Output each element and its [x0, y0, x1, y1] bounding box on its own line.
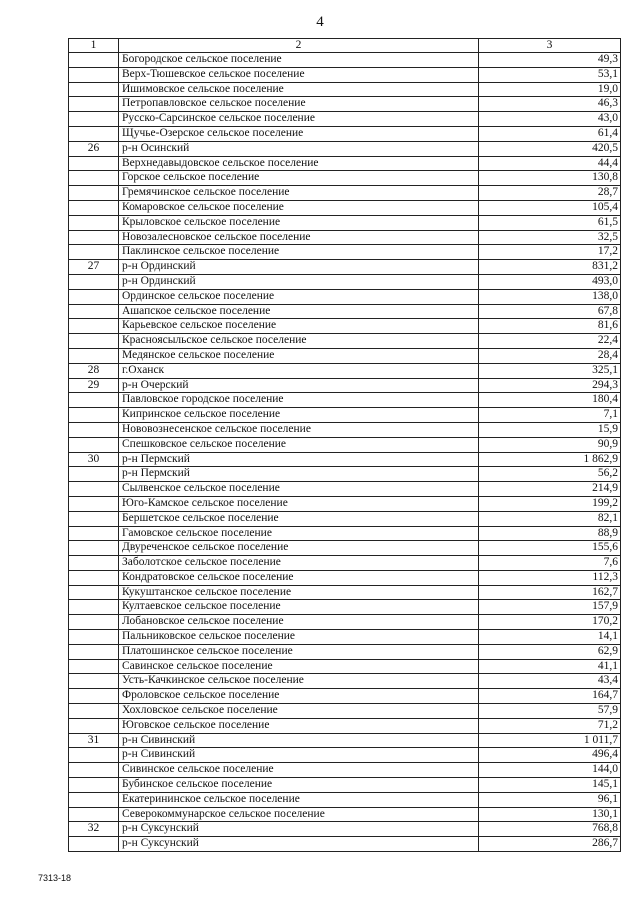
row-name: Паклинское сельское поселение — [119, 245, 479, 260]
row-name: р-н Суксунский — [119, 837, 479, 852]
row-number: 30 — [69, 452, 119, 467]
row-number — [69, 230, 119, 245]
row-value: 43,0 — [479, 112, 621, 127]
row-number — [69, 718, 119, 733]
row-name: Двуреченское сельское поселение — [119, 541, 479, 556]
row-number: 29 — [69, 378, 119, 393]
row-value: 164,7 — [479, 689, 621, 704]
table-row — [69, 230, 621, 245]
row-number: 28 — [69, 363, 119, 378]
row-value: 67,8 — [479, 304, 621, 319]
row-name: р-н Суксунский — [119, 822, 479, 837]
row-name: Хохловское сельское поселение — [119, 704, 479, 719]
table-row — [69, 82, 621, 97]
row-number — [69, 570, 119, 585]
table-row — [69, 511, 621, 526]
row-value: 28,4 — [479, 348, 621, 363]
row-value: 144,0 — [479, 763, 621, 778]
row-value: 71,2 — [479, 718, 621, 733]
row-number — [69, 511, 119, 526]
row-name: Фроловское сельское поселение — [119, 689, 479, 704]
row-number: 27 — [69, 260, 119, 275]
row-value: 325,1 — [479, 363, 621, 378]
row-value: 32,5 — [479, 230, 621, 245]
row-number — [69, 763, 119, 778]
row-value: 130,1 — [479, 807, 621, 822]
header-col-2: 2 — [119, 39, 479, 53]
row-value: 7,1 — [479, 408, 621, 423]
row-name: г.Оханск — [119, 363, 479, 378]
row-value: 214,9 — [479, 482, 621, 497]
row-number — [69, 556, 119, 571]
table-row — [69, 807, 621, 822]
table-row — [69, 556, 621, 571]
table-row — [69, 467, 621, 482]
row-number — [69, 215, 119, 230]
row-name: Медянское сельское поселение — [119, 348, 479, 363]
row-value: 199,2 — [479, 496, 621, 511]
row-name: Нововознесенское сельское поселение — [119, 422, 479, 437]
table-row — [69, 274, 621, 289]
row-name: Новозалесновское сельское поселение — [119, 230, 479, 245]
row-value: 43,4 — [479, 674, 621, 689]
table-row — [69, 689, 621, 704]
row-number — [69, 393, 119, 408]
table-row — [69, 334, 621, 349]
table-row — [69, 289, 621, 304]
row-number — [69, 600, 119, 615]
row-number — [69, 659, 119, 674]
row-value: 496,4 — [479, 748, 621, 763]
row-number — [69, 541, 119, 556]
row-number — [69, 304, 119, 319]
row-name: Русско-Сарсинское сельское поселение — [119, 112, 479, 127]
row-number — [69, 674, 119, 689]
row-value: 7,6 — [479, 556, 621, 571]
page-number: 4 — [316, 14, 324, 30]
row-value: 105,4 — [479, 200, 621, 215]
row-value: 162,7 — [479, 585, 621, 600]
row-number — [69, 186, 119, 201]
document-code: 7313-18 — [38, 873, 72, 883]
row-number — [69, 748, 119, 763]
row-number — [69, 689, 119, 704]
row-name: Красноясыльское сельское поселение — [119, 334, 479, 349]
row-name: Бубинское сельское поселение — [119, 778, 479, 793]
row-number — [69, 704, 119, 719]
table-row — [69, 378, 621, 393]
table-row — [69, 733, 621, 748]
table-row — [69, 437, 621, 452]
row-value: 28,7 — [479, 186, 621, 201]
row-name: Кипринское сельское поселение — [119, 408, 479, 423]
row-number — [69, 97, 119, 112]
row-name: р-н Очерский — [119, 378, 479, 393]
row-name: Гамовское сельское поселение — [119, 526, 479, 541]
row-name: Култаевское сельское поселение — [119, 600, 479, 615]
row-number — [69, 467, 119, 482]
row-number — [69, 437, 119, 452]
header-col-3: 3 — [479, 39, 621, 53]
row-name: р-н Сивинский — [119, 748, 479, 763]
row-value: 62,9 — [479, 644, 621, 659]
table-row — [69, 112, 621, 127]
table-row — [69, 156, 621, 171]
table-row — [69, 363, 621, 378]
table-row — [69, 408, 621, 423]
table-row — [69, 393, 621, 408]
table-row — [69, 778, 621, 793]
row-value: 61,4 — [479, 126, 621, 141]
row-name: р-н Пермский — [119, 452, 479, 467]
table-row — [69, 659, 621, 674]
row-value: 81,6 — [479, 319, 621, 334]
row-number — [69, 644, 119, 659]
row-name: Ординское сельское поселение — [119, 289, 479, 304]
row-number — [69, 348, 119, 363]
row-number — [69, 319, 119, 334]
row-value: 46,3 — [479, 97, 621, 112]
row-name: Лобановское сельское поселение — [119, 615, 479, 630]
row-name: Бершетское сельское поселение — [119, 511, 479, 526]
row-value: 49,3 — [479, 53, 621, 68]
table-row — [69, 630, 621, 645]
row-name: Усть-Качкинское сельское поселение — [119, 674, 479, 689]
row-number: 26 — [69, 141, 119, 156]
table-row — [69, 526, 621, 541]
table-row — [69, 496, 621, 511]
row-name: Кукуштанское сельское поселение — [119, 585, 479, 600]
row-value: 17,2 — [479, 245, 621, 260]
row-value: 1 862,9 — [479, 452, 621, 467]
row-value: 294,3 — [479, 378, 621, 393]
row-value: 170,2 — [479, 615, 621, 630]
row-value: 82,1 — [479, 511, 621, 526]
row-value: 420,5 — [479, 141, 621, 156]
row-number — [69, 245, 119, 260]
data-table — [68, 38, 621, 852]
table-row — [69, 600, 621, 615]
row-name: р-н Сивинский — [119, 733, 479, 748]
row-value: 44,4 — [479, 156, 621, 171]
header-col-1: 1 — [69, 39, 119, 53]
row-number — [69, 82, 119, 97]
row-value: 15,9 — [479, 422, 621, 437]
row-number — [69, 778, 119, 793]
row-value: 41,1 — [479, 659, 621, 674]
row-name: Верх-Тюшевское сельское поселение — [119, 67, 479, 82]
row-number — [69, 422, 119, 437]
table-row — [69, 200, 621, 215]
table-row — [69, 348, 621, 363]
row-name: Карьевское сельское поселение — [119, 319, 479, 334]
table-row — [69, 304, 621, 319]
row-number — [69, 334, 119, 349]
row-name: р-н Ординский — [119, 274, 479, 289]
table-row — [69, 570, 621, 585]
table-row — [69, 319, 621, 334]
row-number — [69, 67, 119, 82]
table-row — [69, 644, 621, 659]
row-name: р-н Пермский — [119, 467, 479, 482]
table-row — [69, 422, 621, 437]
row-value: 57,9 — [479, 704, 621, 719]
row-number — [69, 837, 119, 852]
row-number — [69, 792, 119, 807]
row-name: р-н Осинский — [119, 141, 479, 156]
table-row — [69, 171, 621, 186]
row-name: Ишимовское сельское поселение — [119, 82, 479, 97]
row-value: 768,8 — [479, 822, 621, 837]
row-value: 145,1 — [479, 778, 621, 793]
row-value: 1 011,7 — [479, 733, 621, 748]
row-value: 157,9 — [479, 600, 621, 615]
row-value: 88,9 — [479, 526, 621, 541]
row-value: 831,2 — [479, 260, 621, 275]
row-number — [69, 630, 119, 645]
row-name: Комаровское сельское поселение — [119, 200, 479, 215]
row-value: 112,3 — [479, 570, 621, 585]
header-row — [69, 39, 621, 53]
row-number: 32 — [69, 822, 119, 837]
row-number — [69, 289, 119, 304]
row-number — [69, 200, 119, 215]
row-number: 31 — [69, 733, 119, 748]
row-number — [69, 585, 119, 600]
table-row — [69, 53, 621, 68]
row-name: р-н Ординский — [119, 260, 479, 275]
row-value: 14,1 — [479, 630, 621, 645]
row-value: 56,2 — [479, 467, 621, 482]
table-row — [69, 67, 621, 82]
row-name: Савинское сельское поселение — [119, 659, 479, 674]
table-row — [69, 615, 621, 630]
row-name: Ашапское сельское поселение — [119, 304, 479, 319]
row-name: Сылвенское сельское поселение — [119, 482, 479, 497]
row-name: Павловское городское поселение — [119, 393, 479, 408]
row-value: 61,5 — [479, 215, 621, 230]
row-value: 53,1 — [479, 67, 621, 82]
row-name: Сивинское сельское поселение — [119, 763, 479, 778]
row-number — [69, 496, 119, 511]
row-value: 286,7 — [479, 837, 621, 852]
row-value: 180,4 — [479, 393, 621, 408]
row-value: 138,0 — [479, 289, 621, 304]
row-value: 96,1 — [479, 792, 621, 807]
table-row — [69, 674, 621, 689]
row-name: Верхнедавыдовское сельское поселение — [119, 156, 479, 171]
row-number — [69, 615, 119, 630]
table-row — [69, 260, 621, 275]
table-row — [69, 97, 621, 112]
row-value: 22,4 — [479, 334, 621, 349]
row-name: Петропавловское сельское поселение — [119, 97, 479, 112]
row-name: Богородское сельское поселение — [119, 53, 479, 68]
row-value: 493,0 — [479, 274, 621, 289]
row-value: 90,9 — [479, 437, 621, 452]
row-name: Юговское сельское поселение — [119, 718, 479, 733]
row-number — [69, 171, 119, 186]
table-row — [69, 141, 621, 156]
row-name: Заболотское сельское поселение — [119, 556, 479, 571]
row-value: 19,0 — [479, 82, 621, 97]
table-row — [69, 763, 621, 778]
row-number — [69, 274, 119, 289]
row-number — [69, 408, 119, 423]
table-row — [69, 186, 621, 201]
table-row — [69, 245, 621, 260]
row-value: 155,6 — [479, 541, 621, 556]
table-row — [69, 822, 621, 837]
table-row — [69, 748, 621, 763]
table-row — [69, 541, 621, 556]
row-number — [69, 53, 119, 68]
row-number — [69, 807, 119, 822]
row-name: Кондратовское сельское поселение — [119, 570, 479, 585]
row-name: Юго-Камское сельское поселение — [119, 496, 479, 511]
row-name: Спешковское сельское поселение — [119, 437, 479, 452]
row-name: Гремячинское сельское поселение — [119, 186, 479, 201]
table-row — [69, 718, 621, 733]
table-row — [69, 126, 621, 141]
table-row — [69, 452, 621, 467]
table-row — [69, 704, 621, 719]
table-body — [69, 53, 621, 852]
row-number — [69, 156, 119, 171]
row-name: Северокоммунарское сельское поселение — [119, 807, 479, 822]
row-number — [69, 126, 119, 141]
table-row — [69, 482, 621, 497]
row-number — [69, 526, 119, 541]
row-number — [69, 112, 119, 127]
table-row — [69, 215, 621, 230]
row-name: Щучье-Озерское сельское поселение — [119, 126, 479, 141]
row-name: Пальниковское сельское поселение — [119, 630, 479, 645]
row-name: Платошинское сельское поселение — [119, 644, 479, 659]
row-name: Екатерининское сельское поселение — [119, 792, 479, 807]
row-name: Крыловское сельское поселение — [119, 215, 479, 230]
table-row — [69, 837, 621, 852]
table-row — [69, 585, 621, 600]
row-name: Горское сельское поселение — [119, 171, 479, 186]
row-value: 130,8 — [479, 171, 621, 186]
table-row — [69, 792, 621, 807]
row-number — [69, 482, 119, 497]
